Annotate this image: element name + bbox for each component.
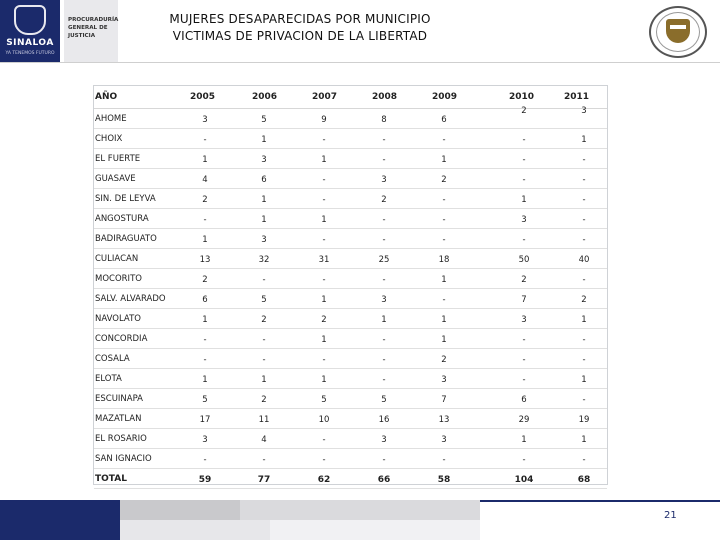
- table-cell: 1: [441, 315, 447, 325]
- municipio-label: MOCORITO: [95, 274, 142, 284]
- table-row: [94, 168, 607, 189]
- table-cell: -: [522, 155, 526, 165]
- footer-accent-line: [480, 500, 720, 502]
- org-name: [64, 0, 118, 62]
- table-cell: 1: [581, 315, 587, 325]
- column-header-year: 2008: [372, 92, 398, 102]
- municipio-label: TOTAL: [95, 474, 127, 484]
- column-header-year: 2010: [509, 92, 535, 102]
- municipio-label: SALV. ALVARADO: [95, 294, 166, 304]
- table-cell: 1: [581, 435, 587, 445]
- table-cell: 6: [261, 175, 267, 185]
- table-cell: -: [442, 295, 446, 305]
- table-cell: -: [582, 175, 586, 185]
- table-cell: 1: [202, 155, 208, 165]
- table-cell: -: [442, 455, 446, 465]
- table-cell: 2: [521, 106, 527, 116]
- table-cell: 6: [441, 115, 447, 125]
- table-cell: -: [322, 175, 326, 185]
- table-row: [94, 408, 607, 429]
- column-header-year: 2009: [432, 92, 458, 102]
- table-cell: 1: [581, 375, 587, 385]
- table-cell: 1: [202, 235, 208, 245]
- table-cell: -: [522, 375, 526, 385]
- shield-icon: [14, 5, 46, 35]
- table-cell: 1: [202, 375, 208, 385]
- table-cell: -: [582, 235, 586, 245]
- table-cell: 11: [258, 415, 270, 425]
- data-table: [93, 85, 608, 485]
- table-cell: 8: [381, 115, 387, 125]
- table-cell: -: [322, 355, 326, 365]
- table-cell: -: [382, 355, 386, 365]
- table-cell: 3: [441, 375, 447, 385]
- table-cell: -: [203, 135, 207, 145]
- table-cell: 104: [514, 475, 534, 485]
- table-cell: -: [322, 275, 326, 285]
- table-cell: 1: [202, 315, 208, 325]
- footer-block-gray: [240, 500, 480, 520]
- table-cell: 6: [521, 395, 527, 405]
- table-cell: 2: [381, 195, 387, 205]
- table-cell: -: [262, 335, 266, 345]
- table-cell: 50: [518, 255, 530, 265]
- table-cell: 32: [258, 255, 270, 265]
- municipio-label: AHOME: [95, 114, 127, 124]
- table-cell: 3: [381, 295, 387, 305]
- table-cell: -: [522, 235, 526, 245]
- municipio-label: CHOIX: [95, 134, 123, 144]
- table-cell: 5: [261, 115, 267, 125]
- column-header-year: 2011: [564, 92, 590, 102]
- org-line: GENERAL DE: [68, 25, 108, 31]
- table-cell: 13: [438, 415, 450, 425]
- table-row: [94, 388, 607, 409]
- table-cell: 1: [521, 435, 527, 445]
- table-cell: 2: [261, 395, 267, 405]
- table-cell: -: [322, 195, 326, 205]
- table-cell: 5: [381, 395, 387, 405]
- municipio-label: EL FUERTE: [95, 154, 141, 164]
- municipio-label: CULIACAN: [95, 254, 139, 264]
- table-cell: -: [322, 455, 326, 465]
- table-row: [94, 268, 607, 289]
- table-row: [94, 188, 607, 209]
- table-cell: -: [262, 355, 266, 365]
- table-cell: 5: [261, 295, 267, 305]
- logo-procuraduria: [0, 0, 118, 62]
- table-cell: 3: [202, 115, 208, 125]
- table-cell: 7: [521, 295, 527, 305]
- table-cell: 1: [261, 375, 267, 385]
- table-cell: 3: [202, 435, 208, 445]
- table-cell: -: [582, 355, 586, 365]
- municipio-label: ANGOSTURA: [95, 214, 149, 224]
- table-cell: 3: [521, 315, 527, 325]
- table-cell: 2: [321, 315, 327, 325]
- emblem-bar: [670, 25, 686, 29]
- municipio-label: COSALA: [95, 354, 130, 364]
- table-cell: 2: [441, 175, 447, 185]
- org-line: PROCURADURÍA: [68, 17, 119, 23]
- seal-name: SINALOA: [6, 38, 54, 48]
- table-cell: 10: [318, 415, 330, 425]
- table-cell: -: [382, 455, 386, 465]
- table-cell: -: [442, 235, 446, 245]
- table-cell: 2: [441, 355, 447, 365]
- table-cell: 1: [321, 335, 327, 345]
- table-row: [94, 288, 607, 309]
- table-cell: 5: [202, 395, 208, 405]
- table-row: [94, 448, 607, 469]
- table-cell: -: [322, 435, 326, 445]
- table-cell: -: [582, 275, 586, 285]
- table-cell: 1: [581, 135, 587, 145]
- table-row: [94, 148, 607, 169]
- table-cell: -: [442, 195, 446, 205]
- municipio-label: MAZATLAN: [95, 414, 142, 424]
- page-title: [140, 11, 460, 45]
- column-header-year: 2007: [312, 92, 338, 102]
- table-cell: -: [522, 355, 526, 365]
- table-cell: 1: [261, 135, 267, 145]
- table-cell: 3: [441, 435, 447, 445]
- table-cell: 6: [202, 295, 208, 305]
- table-cell: 3: [261, 155, 267, 165]
- table-cell: 1: [381, 315, 387, 325]
- table-cell: 58: [437, 475, 451, 485]
- table-cell: -: [382, 235, 386, 245]
- table-cell: 62: [317, 475, 331, 485]
- sinaloa-seal: [0, 0, 60, 62]
- table-cell: 1: [321, 215, 327, 225]
- column-header-year: 2006: [252, 92, 278, 102]
- table-cell: 3: [381, 175, 387, 185]
- municipio-label: ELOTA: [95, 374, 122, 384]
- table-cell: 1: [441, 335, 447, 345]
- table-cell: 3: [261, 235, 267, 245]
- table-cell: -: [203, 455, 207, 465]
- table-cell: 68: [577, 475, 591, 485]
- table-cell: 1: [321, 375, 327, 385]
- municipio-label: GUASAVE: [95, 174, 136, 184]
- table-cell: -: [203, 335, 207, 345]
- table-cell: -: [382, 275, 386, 285]
- total-row: [94, 468, 607, 489]
- seal-motto: YA TENEMOS FUTURO: [5, 51, 55, 56]
- column-header-year: 2005: [190, 92, 216, 102]
- table-cell: 2: [581, 295, 587, 305]
- table-cell: 29: [518, 415, 530, 425]
- table-cell: -: [203, 215, 207, 225]
- title-line-1: MUJERES DESAPARECIDAS POR MUNICIPIO: [169, 12, 431, 26]
- municipio-label: NAVOLATO: [95, 314, 141, 324]
- title-line-2: VICTIMAS DE PRIVACION DE LA LIBERTAD: [172, 29, 428, 43]
- table-cell: -: [582, 215, 586, 225]
- table-cell: -: [382, 335, 386, 345]
- footer-block-white: [480, 500, 720, 540]
- table-cell: 7: [441, 395, 447, 405]
- table-cell: 66: [377, 475, 391, 485]
- table-cell: -: [382, 215, 386, 225]
- table-cell: 18: [438, 255, 450, 265]
- table-cell: 3: [521, 215, 527, 225]
- table-cell: -: [522, 455, 526, 465]
- table-cell: 40: [578, 255, 590, 265]
- table-row: [94, 108, 607, 129]
- table-cell: -: [322, 235, 326, 245]
- footer-block-gray: [270, 520, 480, 540]
- table-cell: -: [442, 215, 446, 225]
- org-line: JUSTICIA: [68, 33, 96, 39]
- table-cell: 2: [202, 275, 208, 285]
- table-cell: 1: [321, 155, 327, 165]
- municipio-label: SIN. DE LEYVA: [95, 194, 156, 204]
- footer-block-gray: [120, 520, 270, 540]
- table-cell: 2: [202, 195, 208, 205]
- table-cell: -: [582, 155, 586, 165]
- municipio-label: EL ROSARIO: [95, 434, 147, 444]
- table-cell: -: [203, 355, 207, 365]
- table-cell: -: [382, 375, 386, 385]
- table-cell: -: [522, 135, 526, 145]
- table-cell: 1: [261, 195, 267, 205]
- table-cell: -: [322, 135, 326, 145]
- table-cell: 9: [321, 115, 327, 125]
- table-cell: 1: [321, 295, 327, 305]
- table-cell: -: [522, 175, 526, 185]
- table-cell: -: [262, 455, 266, 465]
- table-cell: -: [582, 195, 586, 205]
- municipio-label: ESCUINAPA: [95, 394, 143, 404]
- table-cell: -: [522, 335, 526, 345]
- table-cell: 1: [441, 155, 447, 165]
- emblem-icon: [649, 6, 707, 58]
- table-cell: 2: [261, 315, 267, 325]
- table-cell: 16: [378, 415, 390, 425]
- table-cell: 25: [378, 255, 390, 265]
- table-cell: 19: [578, 415, 590, 425]
- table-cell: 1: [521, 195, 527, 205]
- table-row: [94, 308, 607, 329]
- table-cell: -: [582, 335, 586, 345]
- table-row: [94, 128, 607, 149]
- table-cell: -: [382, 155, 386, 165]
- municipio-label: SAN IGNACIO: [95, 454, 152, 464]
- table-row: [94, 428, 607, 449]
- footer-block-navy: [0, 500, 120, 540]
- table-cell: 5: [321, 395, 327, 405]
- table-cell: 17: [199, 415, 211, 425]
- table-row: [94, 248, 607, 269]
- municipio-label: CONCORDIA: [95, 334, 148, 344]
- table-cell: -: [382, 135, 386, 145]
- table-cell: -: [582, 395, 586, 405]
- header-divider: [0, 62, 720, 63]
- table-cell: 13: [199, 255, 211, 265]
- municipio-label: BADIRAGUATO: [95, 234, 157, 244]
- table-row: [94, 228, 607, 249]
- column-header-year-label: AÑO: [95, 92, 118, 102]
- table-row: [94, 208, 607, 229]
- table-cell: 3: [381, 435, 387, 445]
- table-cell: 3: [581, 106, 587, 116]
- table-cell: -: [262, 275, 266, 285]
- footer-bar: [0, 500, 720, 540]
- table-cell: -: [442, 135, 446, 145]
- page-number: 21: [664, 510, 677, 521]
- table-cell: -: [582, 455, 586, 465]
- table-cell: 77: [257, 475, 271, 485]
- table-cell: 1: [261, 215, 267, 225]
- table-cell: 4: [261, 435, 267, 445]
- table-cell: 31: [318, 255, 330, 265]
- table-row: [94, 368, 607, 389]
- table-cell: 2: [521, 275, 527, 285]
- table-cell: 1: [441, 275, 447, 285]
- emblem-shield-icon: [666, 19, 690, 43]
- footer-block-gray: [120, 500, 240, 520]
- table-cell: 59: [198, 475, 212, 485]
- table-row: [94, 348, 607, 369]
- table-cell: 4: [202, 175, 208, 185]
- table-row: [94, 328, 607, 349]
